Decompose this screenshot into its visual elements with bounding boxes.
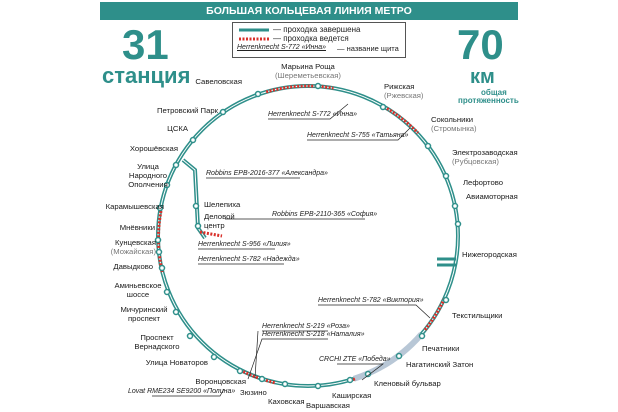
station-label: Каширская: [332, 391, 372, 400]
station-label: Лефортово: [463, 178, 504, 187]
station-label: Печатники: [422, 344, 460, 353]
station-label: Савеловская: [195, 77, 242, 86]
station-label: Шелепиха: [204, 200, 241, 209]
station-label: Нижегородская: [462, 250, 517, 259]
shield-label: Herrenknecht S-782 «Надежда»: [198, 256, 300, 263]
station-label: Проспект Вернадского: [134, 333, 180, 351]
shield-label: Lovat RME234 SE9200 «Полина»: [128, 388, 236, 395]
station-label: Давыдково: [113, 262, 153, 271]
station-label: Марьина Роща (Шереметьевская): [275, 62, 341, 80]
station-label: Улица Новаторов: [145, 358, 208, 367]
shield-label: Herrenknecht S-218 «Наталия»: [262, 331, 365, 338]
length-number: 70: [457, 21, 504, 68]
legend-shield-example: Herrenknecht S-772 «Инна»: [237, 44, 326, 51]
station-label: Авиамоторная: [466, 192, 518, 201]
station-label: Электрозаводская (Рубцовская): [452, 148, 518, 166]
shield-label: CRCHI ZTE «Победа»: [319, 356, 391, 363]
header-title: БОЛЬШАЯ КОЛЬЦЕВАЯ ЛИНИЯ МЕТРО: [100, 2, 518, 20]
station-label: Нагатинский Затон: [406, 360, 474, 369]
shield-leaders: [152, 104, 430, 396]
station-label: Улица Народного Ополчения: [128, 162, 168, 189]
station-label: Карамышевская: [105, 202, 164, 211]
station-label: Деловой центр: [204, 212, 235, 230]
shield-label: Robbins EPB-2016-377 «Александра»: [206, 170, 328, 177]
station-label: Зюзино: [240, 388, 267, 397]
legend-completed: — проходка завершена: [273, 25, 361, 34]
station-label: Аминьевское шоссе: [114, 281, 162, 299]
length-caption-2: протяженность: [458, 96, 519, 105]
station-label: Рижская (Ржевская): [384, 82, 424, 100]
station-label: Мичуринский проспект: [120, 305, 168, 323]
shield-label: Herrenknecht S-219 «Роза»: [262, 323, 350, 330]
legend: [232, 22, 406, 58]
station-label: Текстильщики: [452, 311, 503, 320]
station-label: Мнёвники: [119, 223, 155, 232]
station-label: Воронцовская: [195, 377, 246, 386]
station-label: Кунцевская (Можайская): [110, 238, 156, 256]
legend-in-progress: — проходка ведется: [273, 34, 349, 43]
station-label: ЦСКА: [167, 124, 188, 133]
shield-label: Herrenknecht S-956 «Лилия»: [198, 241, 291, 248]
legend-shield-caption: — название щита: [337, 44, 399, 53]
stations-count: 31: [122, 21, 169, 68]
station-label: Кленовый бульвар: [374, 379, 441, 388]
length-caption-1: общая: [481, 88, 507, 97]
station-label: Варшавская: [306, 401, 350, 410]
length-unit: км: [470, 66, 495, 88]
station-label: Сокольники (Стромынка): [431, 115, 477, 133]
shield-label: Herrenknecht S-772 «Инна»: [268, 111, 357, 118]
inner-branch: [183, 160, 205, 238]
station-label: Петровский Парк: [157, 106, 218, 115]
shield-label: Robbins EPB-2110-365 «София»: [272, 211, 378, 218]
stations-label: станция: [102, 63, 191, 88]
shield-label: Herrenknecht S-755 «Татьяна»: [307, 132, 409, 139]
station-label: Хорошёвская: [129, 144, 178, 153]
station-label: Каховская: [268, 397, 305, 406]
shield-label: Herrenknecht S-782 «Виктория»: [318, 297, 424, 304]
